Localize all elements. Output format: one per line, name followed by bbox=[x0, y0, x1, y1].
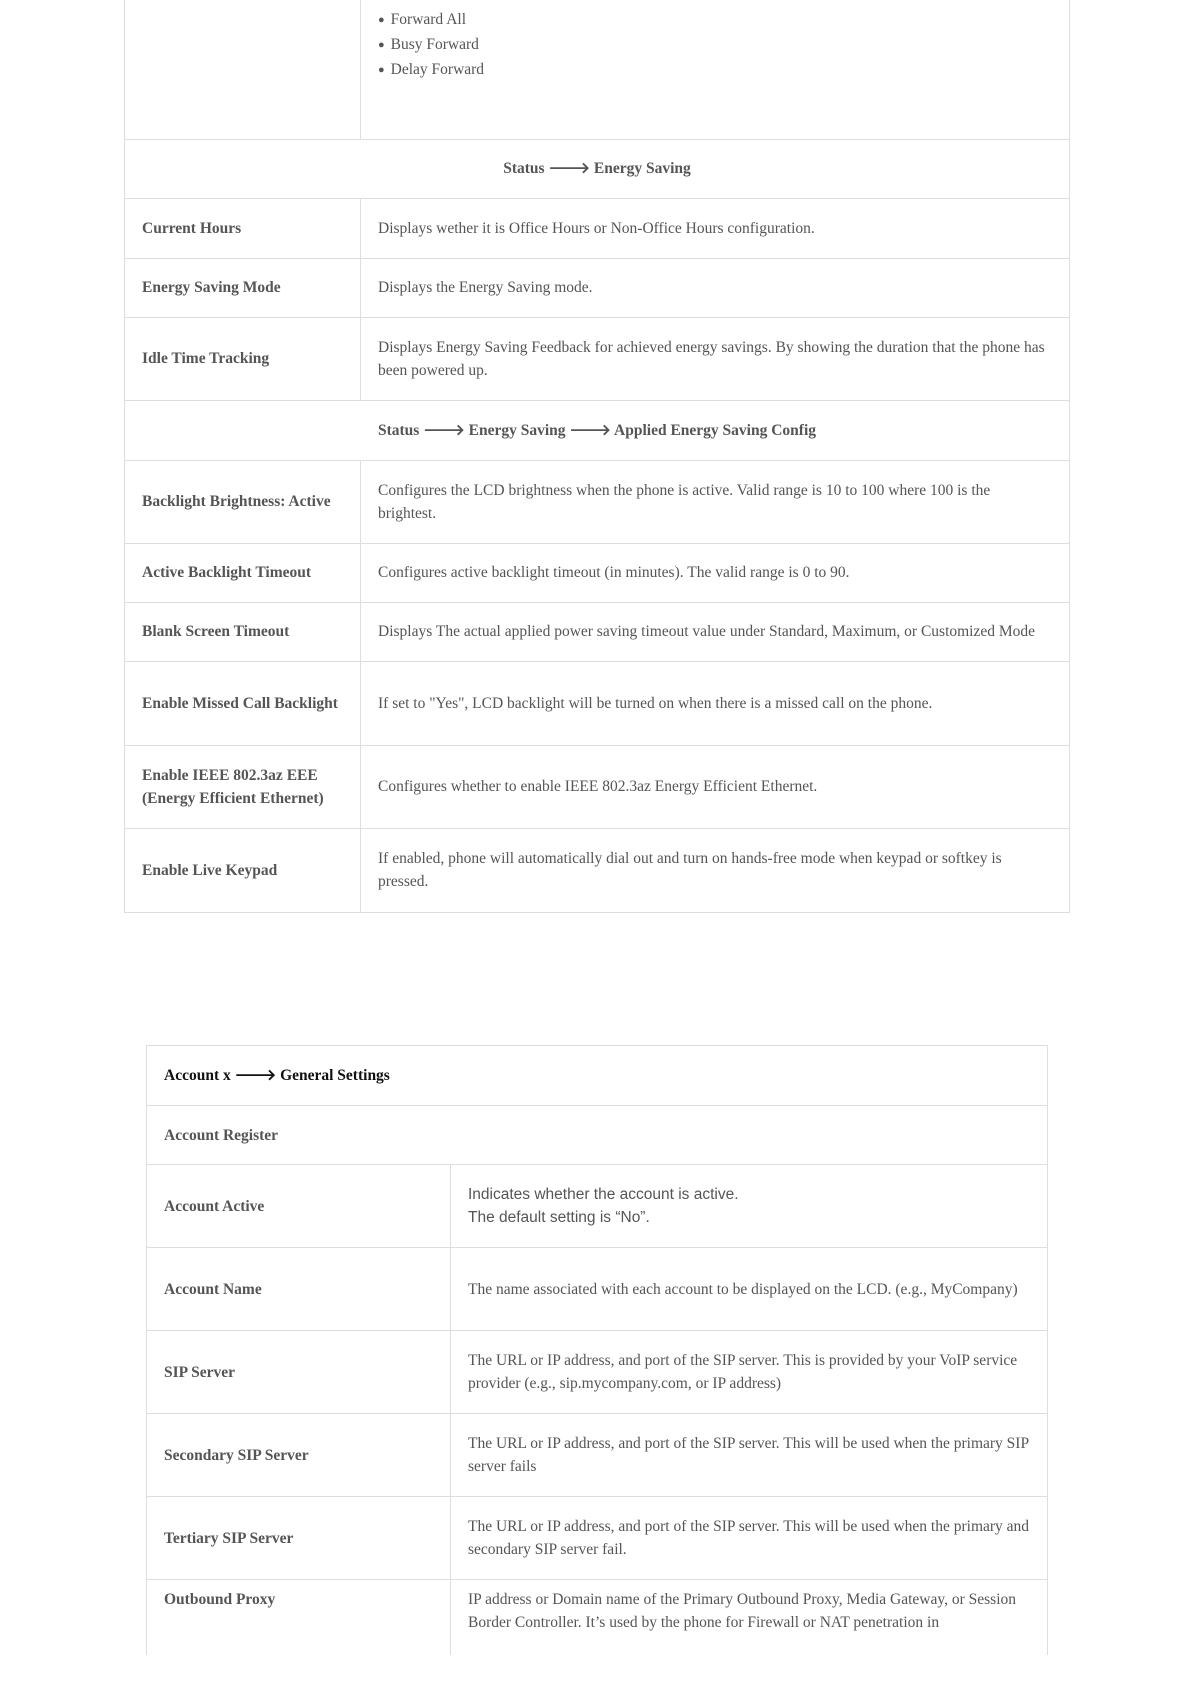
arrow-right-icon: 🡒 bbox=[569, 421, 611, 439]
param-description: The name associated with each account to be displayed on the LCD. (e.g., MyCompany) bbox=[451, 1248, 1048, 1331]
param-label: Backlight Brightness: Active bbox=[125, 460, 361, 543]
param-description: IP address or Domain name of the Primary Outbound Proxy, Media Gateway, or Session Border Controller. It’s used by the phone for Firewall or NAT penetration in bbox=[451, 1580, 1048, 1655]
table-title: Account x 🡒 General Settings bbox=[147, 1046, 1048, 1106]
section-subheader: Account Register bbox=[147, 1106, 1048, 1165]
param-label: Blank Screen Timeout bbox=[125, 602, 361, 661]
table-row bbox=[125, 198, 1070, 258]
table-row bbox=[125, 661, 1070, 745]
table-row bbox=[147, 1497, 1048, 1580]
table-row bbox=[147, 1331, 1048, 1414]
list-item: ● Forward All bbox=[378, 11, 466, 28]
empty-label-cell bbox=[125, 0, 361, 139]
table-row bbox=[125, 258, 1070, 317]
forward-options-list bbox=[378, 8, 1052, 83]
param-label: Current Hours bbox=[125, 198, 361, 258]
param-description: The URL or IP address, and port of the SIP server. This will be used when the primary and secondary SIP server fail. bbox=[451, 1497, 1048, 1580]
forward-options-cell bbox=[361, 0, 1070, 139]
param-label: SIP Server bbox=[147, 1331, 451, 1414]
table-row bbox=[125, 745, 1070, 828]
param-label: Account Name bbox=[147, 1248, 451, 1331]
param-description: Displays The actual applied power saving timeout value under Standard, Maximum, or Customized Mode bbox=[361, 602, 1070, 661]
table-row bbox=[125, 543, 1070, 602]
param-description: Configures whether to enable IEEE 802.3az Energy Efficient Ethernet. bbox=[361, 745, 1070, 828]
arrow-right-icon: 🡒 bbox=[548, 160, 591, 177]
list-item: ● Delay Forward bbox=[378, 61, 485, 78]
table-row bbox=[125, 317, 1070, 400]
table-row bbox=[147, 1248, 1048, 1331]
section-header-row bbox=[125, 400, 1070, 460]
param-label: Enable IEEE 802.3az EEE (Energy Efficient Ethernet) bbox=[125, 745, 361, 828]
table-header-row bbox=[147, 1046, 1048, 1106]
param-description: Displays Energy Saving Feedback for achieved energy savings. By showing the duration that the phone has been powered up. bbox=[361, 317, 1070, 400]
arrow-right-icon: 🡒 bbox=[234, 1067, 277, 1084]
param-label: Active Backlight Timeout bbox=[125, 543, 361, 602]
section-header-applied-config: Status 🡒 Energy Saving 🡒 Applied Energy Saving Config bbox=[125, 400, 1070, 460]
table-row bbox=[125, 602, 1070, 661]
param-label: Outbound Proxy bbox=[147, 1580, 451, 1655]
param-label: Energy Saving Mode bbox=[125, 258, 361, 317]
subheader-row bbox=[147, 1106, 1048, 1165]
param-label: Enable Live Keypad bbox=[125, 828, 361, 912]
energy-saving-table bbox=[124, 0, 1070, 913]
param-description: Displays the Energy Saving mode. bbox=[361, 258, 1070, 317]
param-description: The URL or IP address, and port of the SIP server. This is provided by your VoIP service provider (e.g., sip.mycompany.com, or IP address) bbox=[451, 1331, 1048, 1414]
param-description: Displays wether it is Office Hours or Non-Office Hours configuration. bbox=[361, 198, 1070, 258]
param-description: Indicates whether the account is active. The default setting is “No”. bbox=[451, 1165, 1048, 1248]
param-label: Account Active bbox=[147, 1165, 451, 1248]
section-header-row bbox=[125, 139, 1070, 198]
param-description: Configures active backlight timeout (in minutes). The valid range is 0 to 90. bbox=[361, 543, 1070, 602]
section-header-energy-saving: Status 🡒 Energy Saving bbox=[125, 139, 1070, 198]
table-row bbox=[147, 1414, 1048, 1497]
table-row bbox=[147, 1580, 1048, 1655]
table-row bbox=[125, 828, 1070, 912]
param-label: Tertiary SIP Server bbox=[147, 1497, 451, 1580]
param-label: Enable Missed Call Backlight bbox=[125, 661, 361, 745]
param-label: Idle Time Tracking bbox=[125, 317, 361, 400]
list-item: ● Busy Forward bbox=[378, 36, 479, 53]
table-row bbox=[125, 460, 1070, 543]
forward-options-row bbox=[125, 0, 1070, 139]
table-row bbox=[147, 1165, 1048, 1248]
param-description: If enabled, phone will automatically dial out and turn on hands-free mode when keypad or softkey is pressed. bbox=[361, 828, 1070, 912]
param-description: If set to "Yes", LCD backlight will be turned on when there is a missed call on the phone. bbox=[361, 661, 1070, 745]
account-general-settings-table bbox=[146, 1045, 1048, 1655]
arrow-right-icon: 🡒 bbox=[423, 421, 465, 439]
param-description: Configures the LCD brightness when the phone is active. Valid range is 10 to 100 where 100 is the brightest. bbox=[361, 460, 1070, 543]
param-description: The URL or IP address, and port of the SIP server. This will be used when the primary SIP server fails bbox=[451, 1414, 1048, 1497]
param-label: Secondary SIP Server bbox=[147, 1414, 451, 1497]
